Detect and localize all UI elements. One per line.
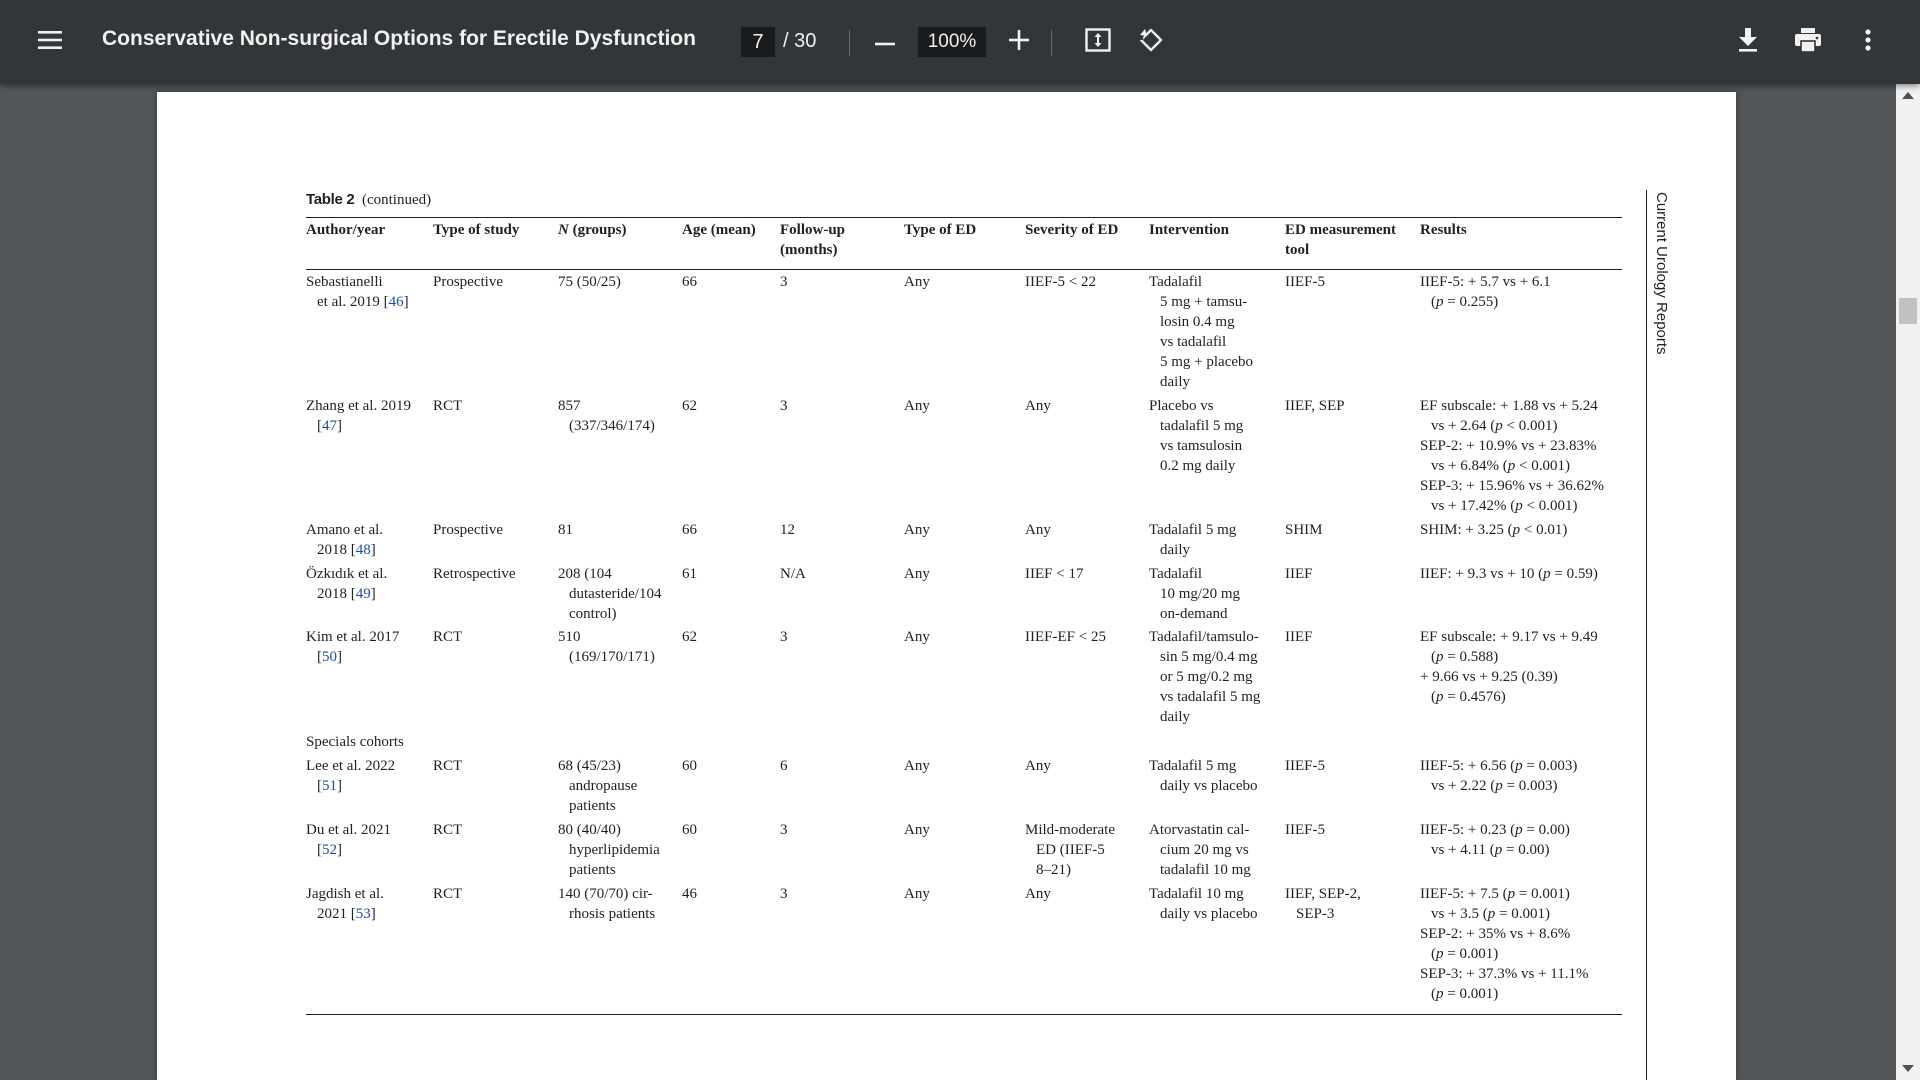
cell-line: 3 <box>780 886 788 902</box>
cell-line: 60 <box>682 758 697 774</box>
cell-line: Any <box>904 822 930 838</box>
header-line: N (groups) <box>558 222 627 238</box>
cell-line: EF subscale: + 9.17 vs + 9.49 <box>1420 629 1598 645</box>
header-line: Author/year <box>306 222 386 238</box>
cell-line: SEP-3 <box>1296 906 1335 922</box>
cell-line: 208 (104 <box>558 566 612 582</box>
cell-line: 10 mg/20 mg <box>1160 586 1241 602</box>
cell-line: Any <box>904 522 930 538</box>
header-line: Severity of ED <box>1025 222 1119 238</box>
cell-age <box>682 884 697 904</box>
cell-line: IIEF-5 <box>1285 758 1325 774</box>
cell-line: cium 20 mg vs <box>1160 842 1249 858</box>
scrollbar-thumb[interactable] <box>1899 298 1917 324</box>
header-line: Follow-up <box>780 222 846 238</box>
cell-author <box>306 884 384 924</box>
cell-measurement-tool <box>1285 627 1313 647</box>
cell-line: patients <box>569 798 616 814</box>
cell-line: IIEF <box>1285 566 1313 582</box>
rotate-button[interactable] <box>1131 22 1171 62</box>
document-title: Conservative Non-surgical Options for Erectile Dysfunction <box>102 27 696 50</box>
cell-line: Any <box>1025 758 1051 774</box>
reference-link[interactable]: 50 <box>322 649 337 665</box>
cell-line: 857 <box>558 398 581 414</box>
cell-ed-type <box>904 564 930 584</box>
cell-line: 61 <box>682 566 697 582</box>
cell-line: patients <box>569 862 616 878</box>
column-header-n-groups <box>558 220 627 240</box>
cell-ed-type <box>904 520 930 540</box>
cell-author <box>306 396 411 436</box>
author-line: Zhang et al. 2019 <box>306 398 411 414</box>
table-caption-text: (continued) <box>361 192 432 208</box>
cell-results <box>1420 756 1577 796</box>
cell-ed-type <box>904 396 930 416</box>
cell-line: daily vs placebo <box>1160 778 1258 794</box>
cell-line: IIEF-EF < 25 <box>1025 629 1106 645</box>
cell-n-groups <box>558 627 655 667</box>
cell-intervention <box>1149 520 1236 560</box>
cell-line: IIEF: + 9.3 vs + 10 (p = 0.59) <box>1420 566 1598 582</box>
header-line: Age (mean) <box>682 222 756 238</box>
author-line: Sebastianelli <box>306 274 383 290</box>
cell-line: SEP-2: + 35% vs + 8.6% <box>1420 926 1571 942</box>
cell-intervention <box>1149 396 1243 476</box>
column-header-intervention <box>1149 220 1229 240</box>
cell-line: daily <box>1160 542 1190 558</box>
cell-line: + 9.66 vs + 9.25 (0.39) <box>1420 669 1558 685</box>
cell-line: RCT <box>433 886 463 902</box>
cell-line: 140 (70/70) cir- <box>558 886 653 902</box>
cell-intervention <box>1149 564 1240 624</box>
cell-age <box>682 272 697 292</box>
cell-line: IIEF-5: + 7.5 (p = 0.001) <box>1420 886 1570 902</box>
cell-line: Prospective <box>433 522 503 538</box>
cell-line: EF subscale: + 1.88 vs + 5.24 <box>1420 398 1598 414</box>
cell-line: 6 <box>780 758 788 774</box>
zoom-level-input[interactable] <box>918 27 986 57</box>
cell-line: losin 0.4 mg <box>1160 314 1235 330</box>
cell-age <box>682 627 697 647</box>
cell-author <box>306 272 409 312</box>
download-button[interactable] <box>1728 22 1768 62</box>
cell-follow-up <box>780 396 788 416</box>
reference-link[interactable]: 51 <box>322 778 337 794</box>
author-line: 2021 [53] <box>317 906 376 922</box>
cell-measurement-tool <box>1285 396 1345 416</box>
cell-n-groups <box>558 520 573 540</box>
cell-line: N/A <box>780 566 806 582</box>
cell-line: tadalafil 10 mg <box>1160 862 1251 878</box>
cell-line: 3 <box>780 274 788 290</box>
author-line: Jagdish et al. <box>306 886 384 902</box>
cell-line: RCT <box>433 629 463 645</box>
cell-study-type <box>433 627 462 647</box>
author-line: Kim et al. 2017 <box>306 629 400 645</box>
cell-study-type <box>433 820 462 840</box>
author-line: et al. 2019 [46] <box>317 294 409 310</box>
cell-line: IIEF-5 < 22 <box>1025 274 1096 290</box>
cell-line: 75 (50/25) <box>558 274 621 290</box>
cell-severity <box>1025 627 1106 647</box>
cell-study-type <box>433 272 503 292</box>
column-header-author <box>306 220 385 240</box>
cell-line: Tadalafil 5 mg <box>1149 522 1237 538</box>
cell-line: SHIM <box>1285 522 1323 538</box>
header-line: (months) <box>780 242 838 258</box>
cell-results <box>1420 564 1598 584</box>
cell-line: on-demand <box>1160 606 1228 622</box>
zoom-out-button[interactable] <box>868 22 902 62</box>
cell-line: IIEF, SEP <box>1285 398 1345 414</box>
column-header-age <box>682 220 756 240</box>
cell-line: ED (IIEF-5 <box>1036 842 1105 858</box>
cell-line: 66 <box>682 274 697 290</box>
cell-line: vs + 2.64 (p < 0.001) <box>1431 418 1558 434</box>
header-line: Type of ED <box>904 222 977 238</box>
cell-age <box>682 564 697 584</box>
cell-line: Any <box>904 274 930 290</box>
cell-severity <box>1025 820 1115 880</box>
author-line: [51] <box>317 778 342 794</box>
author-line: [50] <box>317 649 342 665</box>
cell-line: Prospective <box>433 274 503 290</box>
cell-line: rhosis patients <box>569 906 656 922</box>
cell-line: 510 <box>558 629 581 645</box>
cell-study-type <box>433 756 462 776</box>
reference-link[interactable]: 49 <box>355 586 371 602</box>
cell-line: RCT <box>433 398 463 414</box>
header-line: tool <box>1285 242 1310 258</box>
column-header-follow-up <box>780 220 845 260</box>
cell-n-groups <box>558 396 655 436</box>
cell-ed-type <box>904 884 930 904</box>
cell-line: Any <box>1025 398 1051 414</box>
more-options-button[interactable] <box>1848 22 1888 62</box>
cell-line: 60 <box>682 822 697 838</box>
cell-line: control) <box>569 606 617 622</box>
cell-line: 68 (45/23) <box>558 758 621 774</box>
minus-icon <box>875 33 895 51</box>
cell-intervention <box>1149 820 1251 880</box>
cell-line: vs tamsulosin <box>1160 438 1243 454</box>
header-line: Intervention <box>1149 222 1229 238</box>
cell-author <box>306 520 383 560</box>
cell-line: Tadalafil <box>1149 566 1203 582</box>
author-line: Lee et al. 2022 <box>306 758 396 774</box>
pdf-toolbar <box>0 0 1920 84</box>
more-vert-icon <box>1865 29 1871 56</box>
cell-follow-up <box>780 520 795 540</box>
cell-line: andropause <box>569 778 638 794</box>
toolbar-divider <box>1051 30 1052 56</box>
author-line: Amano et al. <box>306 522 384 538</box>
cell-results <box>1420 272 1551 312</box>
cell-ed-type <box>904 756 930 776</box>
cell-n-groups <box>558 820 660 880</box>
cell-line: Mild-moderate <box>1025 822 1115 838</box>
print-button[interactable] <box>1788 22 1828 62</box>
rotate-icon <box>1137 26 1165 59</box>
table-caption-label: Table 2 <box>306 191 355 208</box>
cell-ed-type <box>904 627 930 647</box>
cell-line: SEP-2: + 10.9% vs + 23.83% <box>1420 438 1597 454</box>
cell-measurement-tool <box>1285 820 1325 840</box>
cell-line: daily vs placebo <box>1160 906 1258 922</box>
pdf-page <box>157 92 1736 1080</box>
cell-intervention <box>1149 756 1257 796</box>
page-number-input[interactable] <box>741 27 775 57</box>
cell-study-type <box>433 884 462 904</box>
reference-link[interactable]: 46 <box>388 294 404 310</box>
cell-line: SEP-3: + 15.96% vs + 36.62% <box>1420 478 1605 494</box>
cell-line: Tadalafil 10 mg <box>1149 886 1244 902</box>
cell-line: Tadalafil 5 mg <box>1149 758 1237 774</box>
cell-follow-up <box>780 627 788 647</box>
cell-line: RCT <box>433 758 463 774</box>
table-top-rule <box>306 217 1622 218</box>
cell-line: (p = 0.255) <box>1431 294 1499 310</box>
cell-line: vs + 6.84% (p < 0.001) <box>1431 458 1571 474</box>
cell-line: tadalafil 5 mg <box>1160 418 1244 434</box>
cell-line: 62 <box>682 398 697 414</box>
header-line: Type of study <box>433 222 520 238</box>
plus-icon <box>1009 30 1029 55</box>
cell-line: hyperlipidemia <box>569 842 660 858</box>
column-header-severity <box>1025 220 1118 240</box>
author-line: 2018 [49] <box>317 586 376 602</box>
cell-results <box>1420 520 1567 540</box>
cell-author <box>306 627 399 667</box>
cell-line: (169/170/171) <box>569 649 655 665</box>
vertical-scrollbar[interactable] <box>1896 84 1920 1080</box>
reference-link[interactable]: 48 <box>355 542 371 558</box>
author-line: Özkıdık et al. <box>306 566 388 582</box>
cell-n-groups <box>558 884 655 924</box>
author-line: Du et al. 2021 <box>306 822 391 838</box>
reference-link[interactable]: 47 <box>322 418 337 434</box>
cell-intervention <box>1149 884 1257 924</box>
cell-line: IIEF < 17 <box>1025 566 1084 582</box>
cell-author <box>306 820 391 860</box>
scroll-up-arrow-icon[interactable] <box>1902 92 1914 99</box>
cell-line: 5 mg + placebo <box>1160 354 1254 370</box>
journal-name: Current Urology Reports <box>1653 192 1670 355</box>
cell-line: 66 <box>682 522 697 538</box>
cell-line: Retrospective <box>433 566 516 582</box>
cell-line: SHIM: + 3.25 (p < 0.01) <box>1420 522 1568 538</box>
cell-follow-up <box>780 272 788 292</box>
cell-line: 5 mg + tamsu- <box>1160 294 1248 310</box>
cell-severity <box>1025 884 1051 904</box>
cell-study-type <box>433 520 503 540</box>
cell-line: IIEF-5: + 6.56 (p = 0.003) <box>1420 758 1578 774</box>
scroll-down-arrow-icon[interactable] <box>1902 1065 1914 1072</box>
cell-line: IIEF-5 <box>1285 822 1325 838</box>
cell-line: IIEF, SEP-2, <box>1285 886 1361 902</box>
cell-line: 3 <box>780 629 788 645</box>
cell-intervention <box>1149 627 1260 727</box>
cell-study-type <box>433 564 515 584</box>
cell-follow-up <box>780 820 788 840</box>
author-line: 2018 [48] <box>317 542 376 558</box>
cell-line: (p = 0.001) <box>1431 946 1499 962</box>
author-line: [52] <box>317 842 342 858</box>
cell-study-type <box>433 396 462 416</box>
cell-measurement-tool <box>1285 756 1325 776</box>
cell-age <box>682 520 697 540</box>
cell-severity <box>1025 756 1051 776</box>
cell-line: vs + 2.22 (p = 0.003) <box>1431 778 1558 794</box>
cell-line: dutasteride/104 <box>569 586 662 602</box>
cell-author <box>306 756 395 796</box>
cell-line: SEP-3: + 37.3% vs + 11.1% <box>1420 966 1589 982</box>
cell-line: 8–21) <box>1036 862 1071 878</box>
cell-line: 80 (40/40) <box>558 822 621 838</box>
fit-to-page-button[interactable] <box>1078 22 1118 62</box>
cell-line: 81 <box>558 522 573 538</box>
cell-line: Tadalafil <box>1149 274 1203 290</box>
cell-line: vs tadalafil <box>1160 334 1227 350</box>
reference-link[interactable]: 53 <box>355 906 371 922</box>
cell-ed-type <box>904 272 930 292</box>
cell-line: daily <box>1160 709 1190 725</box>
cell-follow-up <box>780 884 788 904</box>
cell-line: Placebo vs <box>1149 398 1214 414</box>
cell-line: Any <box>904 758 930 774</box>
cell-ed-type <box>904 820 930 840</box>
column-header-measurement-tool <box>1285 220 1396 260</box>
fit-page-icon <box>1085 28 1111 57</box>
section-label: Specials cohorts <box>306 734 404 750</box>
cell-severity <box>1025 520 1051 540</box>
cell-author <box>306 564 387 604</box>
cell-measurement-tool <box>1285 884 1361 924</box>
cell-age <box>682 756 697 776</box>
cell-measurement-tool <box>1285 272 1325 292</box>
cell-results <box>1420 884 1588 1004</box>
column-header-results <box>1420 220 1467 240</box>
cell-follow-up <box>780 564 806 584</box>
cell-line: IIEF-5 <box>1285 274 1325 290</box>
header-line: ED measurement <box>1285 222 1396 238</box>
cell-line: 3 <box>780 822 788 838</box>
cell-line: vs + 17.42% (p < 0.001) <box>1431 498 1578 514</box>
cell-line: vs tadalafil 5 mg <box>1160 689 1261 705</box>
cell-line: (p = 0.001) <box>1431 986 1499 1002</box>
cell-line: 12 <box>780 522 795 538</box>
table-caption <box>306 191 431 209</box>
cell-n-groups <box>558 756 637 816</box>
cell-line: Any <box>1025 522 1051 538</box>
cell-line: (p = 0.588) <box>1431 649 1499 665</box>
cell-severity <box>1025 396 1051 416</box>
cell-results <box>1420 820 1570 860</box>
cell-line: RCT <box>433 822 463 838</box>
header-line: Results <box>1420 222 1467 238</box>
zoom-in-button[interactable] <box>1002 22 1036 62</box>
cell-line: sin 5 mg/0.4 mg <box>1160 649 1258 665</box>
cell-line: IIEF-5: + 5.7 vs + 6.1 <box>1420 274 1551 290</box>
cell-line: Any <box>904 629 930 645</box>
print-icon <box>1795 28 1821 57</box>
cell-line: vs + 3.5 (p = 0.001) <box>1431 906 1551 922</box>
cell-age <box>682 820 697 840</box>
cell-line: Any <box>904 886 930 902</box>
journal-side-rule <box>1646 190 1647 1080</box>
toolbar-divider <box>849 30 850 56</box>
cell-line: 3 <box>780 398 788 414</box>
cell-age <box>682 396 697 416</box>
cell-line: 0.2 mg daily <box>1160 458 1236 474</box>
cell-line: Tadalafil/tamsulo- <box>1149 629 1259 645</box>
cell-severity <box>1025 272 1096 292</box>
cell-line: (337/346/174) <box>569 418 655 434</box>
cell-line: or 5 mg/0.2 mg <box>1160 669 1253 685</box>
cell-line: 46 <box>682 886 697 902</box>
cell-measurement-tool <box>1285 564 1313 584</box>
table-bottom-rule <box>306 1014 1622 1015</box>
cell-line: IIEF <box>1285 629 1313 645</box>
menu-icon <box>38 30 62 55</box>
cell-n-groups <box>558 272 621 292</box>
cell-severity <box>1025 564 1083 584</box>
reference-link[interactable]: 52 <box>322 842 337 858</box>
cell-follow-up <box>780 756 788 776</box>
cell-intervention <box>1149 272 1253 392</box>
cell-line: Any <box>904 566 930 582</box>
table-header-rule <box>306 269 1622 270</box>
download-icon <box>1738 28 1758 57</box>
menu-button[interactable] <box>30 22 70 62</box>
cell-line: IIEF-5: + 0.23 (p = 0.00) <box>1420 822 1570 838</box>
cell-line: Atorvastatin cal- <box>1149 822 1250 838</box>
column-header-ed-type <box>904 220 976 240</box>
cell-line: (p = 0.4576) <box>1431 689 1506 705</box>
cell-results <box>1420 627 1598 707</box>
cell-measurement-tool <box>1285 520 1323 540</box>
cell-line: vs + 4.11 (p = 0.00) <box>1431 842 1550 858</box>
cell-results <box>1420 396 1604 516</box>
cell-line: Any <box>1025 886 1051 902</box>
page-total: / 30 <box>783 30 817 52</box>
author-line: [47] <box>317 418 342 434</box>
cell-line: Any <box>904 398 930 414</box>
cell-line: daily <box>1160 374 1190 390</box>
column-header-study-type <box>433 220 519 240</box>
cell-n-groups <box>558 564 661 624</box>
cell-line: 62 <box>682 629 697 645</box>
